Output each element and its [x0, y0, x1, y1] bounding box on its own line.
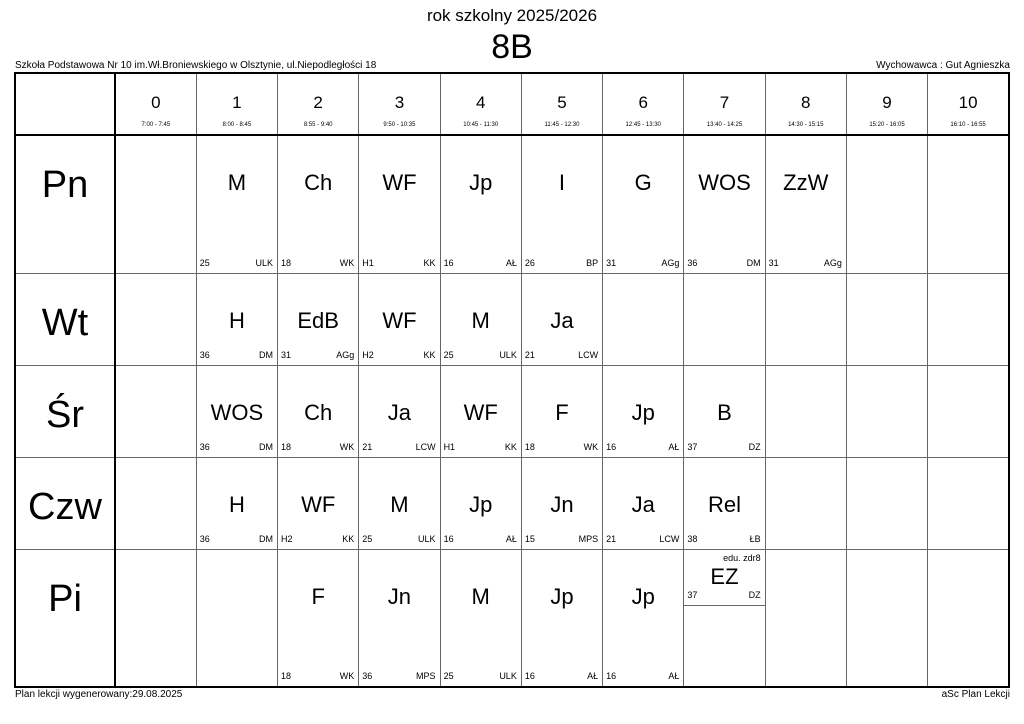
- teacher-code: AŁ: [668, 671, 680, 681]
- lesson-cell[interactable]: [196, 273, 277, 365]
- period-number: 7: [719, 93, 730, 112]
- teacher-code: DM: [259, 533, 274, 544]
- subject: H: [228, 307, 245, 333]
- empty-cell: [765, 273, 846, 365]
- lesson-cell[interactable]: [440, 273, 521, 365]
- room: 18: [281, 441, 292, 452]
- teacher-code: AGg: [336, 349, 355, 360]
- subject: H: [228, 491, 245, 517]
- empty-cell: [846, 365, 927, 457]
- period-number: 9: [882, 93, 892, 112]
- teacher-code: ULK: [499, 349, 517, 360]
- day-header: [15, 365, 115, 457]
- period-header: [196, 73, 277, 135]
- teacher-code: KK: [342, 533, 355, 544]
- lesson-cell[interactable]: [521, 365, 602, 457]
- period-time: 12:45 - 13:30: [625, 122, 661, 128]
- room: H1: [362, 257, 374, 268]
- lesson-cell[interactable]: [521, 549, 602, 687]
- teacher-code: AŁ: [505, 257, 517, 268]
- app-name: aSc Plan Lekcji: [941, 689, 1010, 700]
- subject: WOS: [210, 399, 264, 425]
- period-number: 6: [638, 93, 648, 112]
- room: 18: [524, 441, 535, 452]
- school-year-title: rok szkolny 2025/2026: [426, 6, 598, 25]
- room: 31: [606, 257, 617, 268]
- teacher-code: ULK: [255, 257, 274, 268]
- period-number: 3: [394, 93, 405, 112]
- teacher-code: ŁB: [749, 533, 761, 544]
- room: 16: [606, 671, 617, 681]
- teacher-code: DM: [259, 441, 274, 452]
- subject: M: [227, 170, 247, 195]
- day-row: [15, 135, 1009, 273]
- lesson-cell[interactable]: [603, 457, 684, 549]
- teacher-code: LCW: [415, 441, 436, 452]
- period-header: [440, 73, 521, 135]
- subject: F: [555, 399, 569, 425]
- empty-cell: [846, 135, 927, 273]
- day-row: [15, 365, 1009, 457]
- teacher-code: WK: [583, 441, 599, 452]
- homeroom-teacher: Wychowawca : Gut Agnieszka: [876, 60, 1010, 71]
- empty-cell: [115, 135, 196, 273]
- teacher-code: BP: [586, 257, 599, 268]
- lesson-cell[interactable]: [278, 365, 359, 457]
- room: 18: [281, 257, 292, 268]
- room: 25: [443, 671, 454, 681]
- empty-cell: [765, 365, 846, 457]
- teacher-code: KK: [423, 349, 436, 360]
- lesson-cell[interactable]: [603, 135, 684, 273]
- lesson-cell[interactable]: [278, 135, 359, 273]
- period-number: 2: [313, 93, 323, 112]
- room: 36: [199, 441, 210, 452]
- lesson-cell[interactable]: [359, 457, 440, 549]
- period-time: 13:40 - 14:25: [706, 122, 743, 128]
- teacher-code: DZ: [748, 589, 761, 600]
- lesson-cell[interactable]: [359, 549, 440, 687]
- subject: Jp: [631, 583, 655, 609]
- subject: B: [717, 399, 732, 425]
- room: 21: [606, 533, 617, 544]
- lesson-cell[interactable]: [684, 457, 765, 549]
- corner-cell: [15, 73, 115, 135]
- room: 36: [199, 349, 210, 360]
- day-row: [15, 457, 1009, 549]
- teacher-code: AŁ: [505, 533, 517, 544]
- subject: WOS: [698, 170, 751, 195]
- room: H1: [443, 441, 456, 452]
- subject: Jp: [469, 491, 493, 517]
- subject: M: [390, 491, 409, 517]
- teacher-code: WK: [339, 671, 355, 681]
- empty-cell: [846, 273, 927, 365]
- school-name: Szkoła Podstawowa Nr 10 im.Wł.Broniewskiego w Olsztynie, ul.Niepodległości 18: [15, 60, 377, 71]
- room: 38: [687, 533, 698, 544]
- class-name-title: 8B: [491, 28, 533, 66]
- empty-cell: [115, 549, 196, 687]
- room: H2: [281, 533, 293, 544]
- subject: I: [558, 170, 566, 195]
- room: 16: [606, 441, 617, 452]
- lesson-cell[interactable]: [521, 457, 602, 549]
- teacher-code: LCW: [659, 533, 680, 544]
- room: 16: [443, 533, 454, 544]
- day-name: Śr: [46, 393, 84, 436]
- subject: Ja: [631, 491, 655, 517]
- subject: ZzW: [783, 170, 829, 195]
- subject: Ch: [304, 170, 333, 195]
- period-number: 4: [475, 93, 486, 112]
- day-name: Czw: [28, 485, 102, 528]
- room: H2: [362, 349, 374, 360]
- day-header: [15, 273, 115, 365]
- subject: Ja: [550, 307, 574, 333]
- room: 36: [199, 533, 210, 544]
- teacher-code: KK: [423, 257, 436, 268]
- room: 37: [687, 441, 698, 452]
- period-header: [278, 73, 359, 135]
- lesson-cell[interactable]: [196, 365, 277, 457]
- day-name: Pn: [41, 164, 89, 206]
- room: 18: [281, 671, 292, 681]
- room: 16: [443, 257, 454, 268]
- empty-cell: [928, 365, 1009, 457]
- lesson-cell[interactable]: [684, 549, 765, 687]
- lesson-cell[interactable]: [684, 365, 765, 457]
- lesson-cell[interactable]: [603, 365, 684, 457]
- empty-cell: [846, 549, 927, 687]
- lesson-cell[interactable]: [440, 135, 521, 273]
- period-header: [521, 73, 602, 135]
- teacher-code: LCW: [578, 349, 599, 360]
- lesson-cell[interactable]: [440, 365, 521, 457]
- empty-cell: [928, 135, 1009, 273]
- lesson-cell[interactable]: [521, 273, 602, 365]
- teacher-code: AŁ: [668, 441, 680, 452]
- period-time: 16:10 - 16:55: [950, 122, 986, 128]
- teacher-code: MPS: [416, 671, 436, 681]
- teacher-code: WK: [339, 257, 355, 268]
- day-name: Pi: [48, 577, 82, 620]
- teacher-code: AGg: [661, 257, 680, 268]
- lesson-cell[interactable]: [765, 135, 846, 273]
- subject: Jn: [550, 491, 574, 517]
- lesson-cell[interactable]: [359, 273, 440, 365]
- subject: EZ: [710, 563, 739, 589]
- period-time: 7:00 - 7:45: [141, 122, 171, 128]
- room: 31: [281, 349, 292, 360]
- empty-cell: [115, 457, 196, 549]
- period-header: [115, 73, 196, 135]
- empty-cell: [765, 457, 846, 549]
- empty-cell: [115, 273, 196, 365]
- lesson-cell[interactable]: [196, 135, 277, 273]
- period-time: 14:30 - 15:15: [788, 122, 824, 128]
- teacher-code: DM: [259, 349, 274, 360]
- generated-date: Plan lekcji wygenerowany:29.08.2025: [15, 689, 183, 700]
- room: 21: [362, 441, 373, 452]
- subject: Jp: [469, 170, 493, 195]
- lesson-cell[interactable]: [278, 457, 359, 549]
- empty-cell: [115, 365, 196, 457]
- subject: EdB: [297, 307, 339, 333]
- teacher-code: DZ: [748, 441, 761, 452]
- period-number: 8: [801, 93, 811, 112]
- teacher-code: DM: [746, 257, 761, 268]
- room: 15: [524, 533, 535, 544]
- empty-cell: [928, 457, 1009, 549]
- empty-cell: [765, 549, 846, 687]
- period-header: [603, 73, 684, 135]
- lesson-cell[interactable]: [278, 549, 359, 687]
- period-header: [846, 73, 927, 135]
- room: 31: [768, 257, 779, 268]
- subject: M: [471, 307, 490, 333]
- period-header: [928, 73, 1009, 135]
- empty-cell: [603, 273, 684, 365]
- empty-cell: [846, 457, 927, 549]
- group-lesson[interactable]: [684, 550, 764, 606]
- period-number: 5: [557, 93, 567, 112]
- day-header: [15, 549, 115, 687]
- period-number: 10: [958, 93, 978, 112]
- room: 16: [524, 671, 535, 681]
- period-header: [359, 73, 440, 135]
- period-number: 1: [232, 93, 242, 112]
- lesson-cell[interactable]: [359, 135, 440, 273]
- lesson-cell[interactable]: [359, 365, 440, 457]
- empty-cell: [928, 273, 1009, 365]
- room: 36: [687, 257, 698, 268]
- day-row: [15, 549, 1009, 687]
- subject: M: [471, 583, 490, 609]
- subject: WF: [301, 491, 336, 517]
- teacher-code: AŁ: [587, 671, 599, 681]
- lesson-cell[interactable]: [603, 549, 684, 687]
- subject: Jn: [387, 583, 412, 609]
- period-time: 11:45 - 12:30: [544, 122, 580, 128]
- subject: Rel: [707, 491, 741, 517]
- teacher-code: WK: [339, 441, 355, 452]
- lesson-cell[interactable]: [278, 273, 359, 365]
- day-header: [15, 135, 115, 273]
- lesson-cell[interactable]: [440, 549, 521, 687]
- subject: Jp: [550, 583, 574, 609]
- period-header: [684, 73, 765, 135]
- day-row: [15, 273, 1009, 365]
- group-name: edu. zdr8: [723, 552, 761, 563]
- period-number: 0: [151, 93, 161, 112]
- teacher-code: MPS: [578, 533, 599, 544]
- subject: WF: [382, 307, 417, 333]
- room: 25: [199, 257, 210, 268]
- day-header: [15, 457, 115, 549]
- subject: Jp: [631, 399, 655, 425]
- subject: G: [634, 170, 652, 195]
- subject: WF: [463, 399, 498, 425]
- lesson-cell[interactable]: [684, 135, 765, 273]
- period-time: 8:00 - 8:45: [222, 122, 252, 128]
- subject: F: [311, 583, 325, 609]
- teacher-code: ULK: [418, 533, 436, 544]
- room: 37: [687, 589, 698, 600]
- empty-cell: [928, 549, 1009, 687]
- lesson-cell[interactable]: [196, 457, 277, 549]
- empty-cell: [196, 549, 277, 687]
- room: 25: [443, 349, 454, 360]
- lesson-cell[interactable]: [440, 457, 521, 549]
- subject: Ja: [387, 399, 412, 425]
- lesson-cell[interactable]: [521, 135, 602, 273]
- period-time: 8:55 - 9:40: [303, 122, 333, 128]
- teacher-code: KK: [504, 441, 517, 452]
- day-name: Wt: [41, 301, 89, 344]
- subject: Ch: [304, 399, 333, 425]
- period-time: 9:50 - 10:35: [383, 122, 416, 128]
- empty-cell: [684, 273, 765, 365]
- room: 26: [524, 257, 535, 268]
- period-time: 15:20 - 16:05: [869, 122, 905, 128]
- period-time: 10:45 - 11:30: [463, 122, 499, 128]
- room: 36: [362, 671, 373, 681]
- period-header: [765, 73, 846, 135]
- subject: WF: [382, 170, 417, 195]
- teacher-code: ULK: [499, 671, 517, 681]
- teacher-code: AGg: [823, 257, 842, 268]
- room: 21: [524, 349, 535, 360]
- timetable-grid: [14, 72, 1010, 688]
- room: 25: [362, 533, 373, 544]
